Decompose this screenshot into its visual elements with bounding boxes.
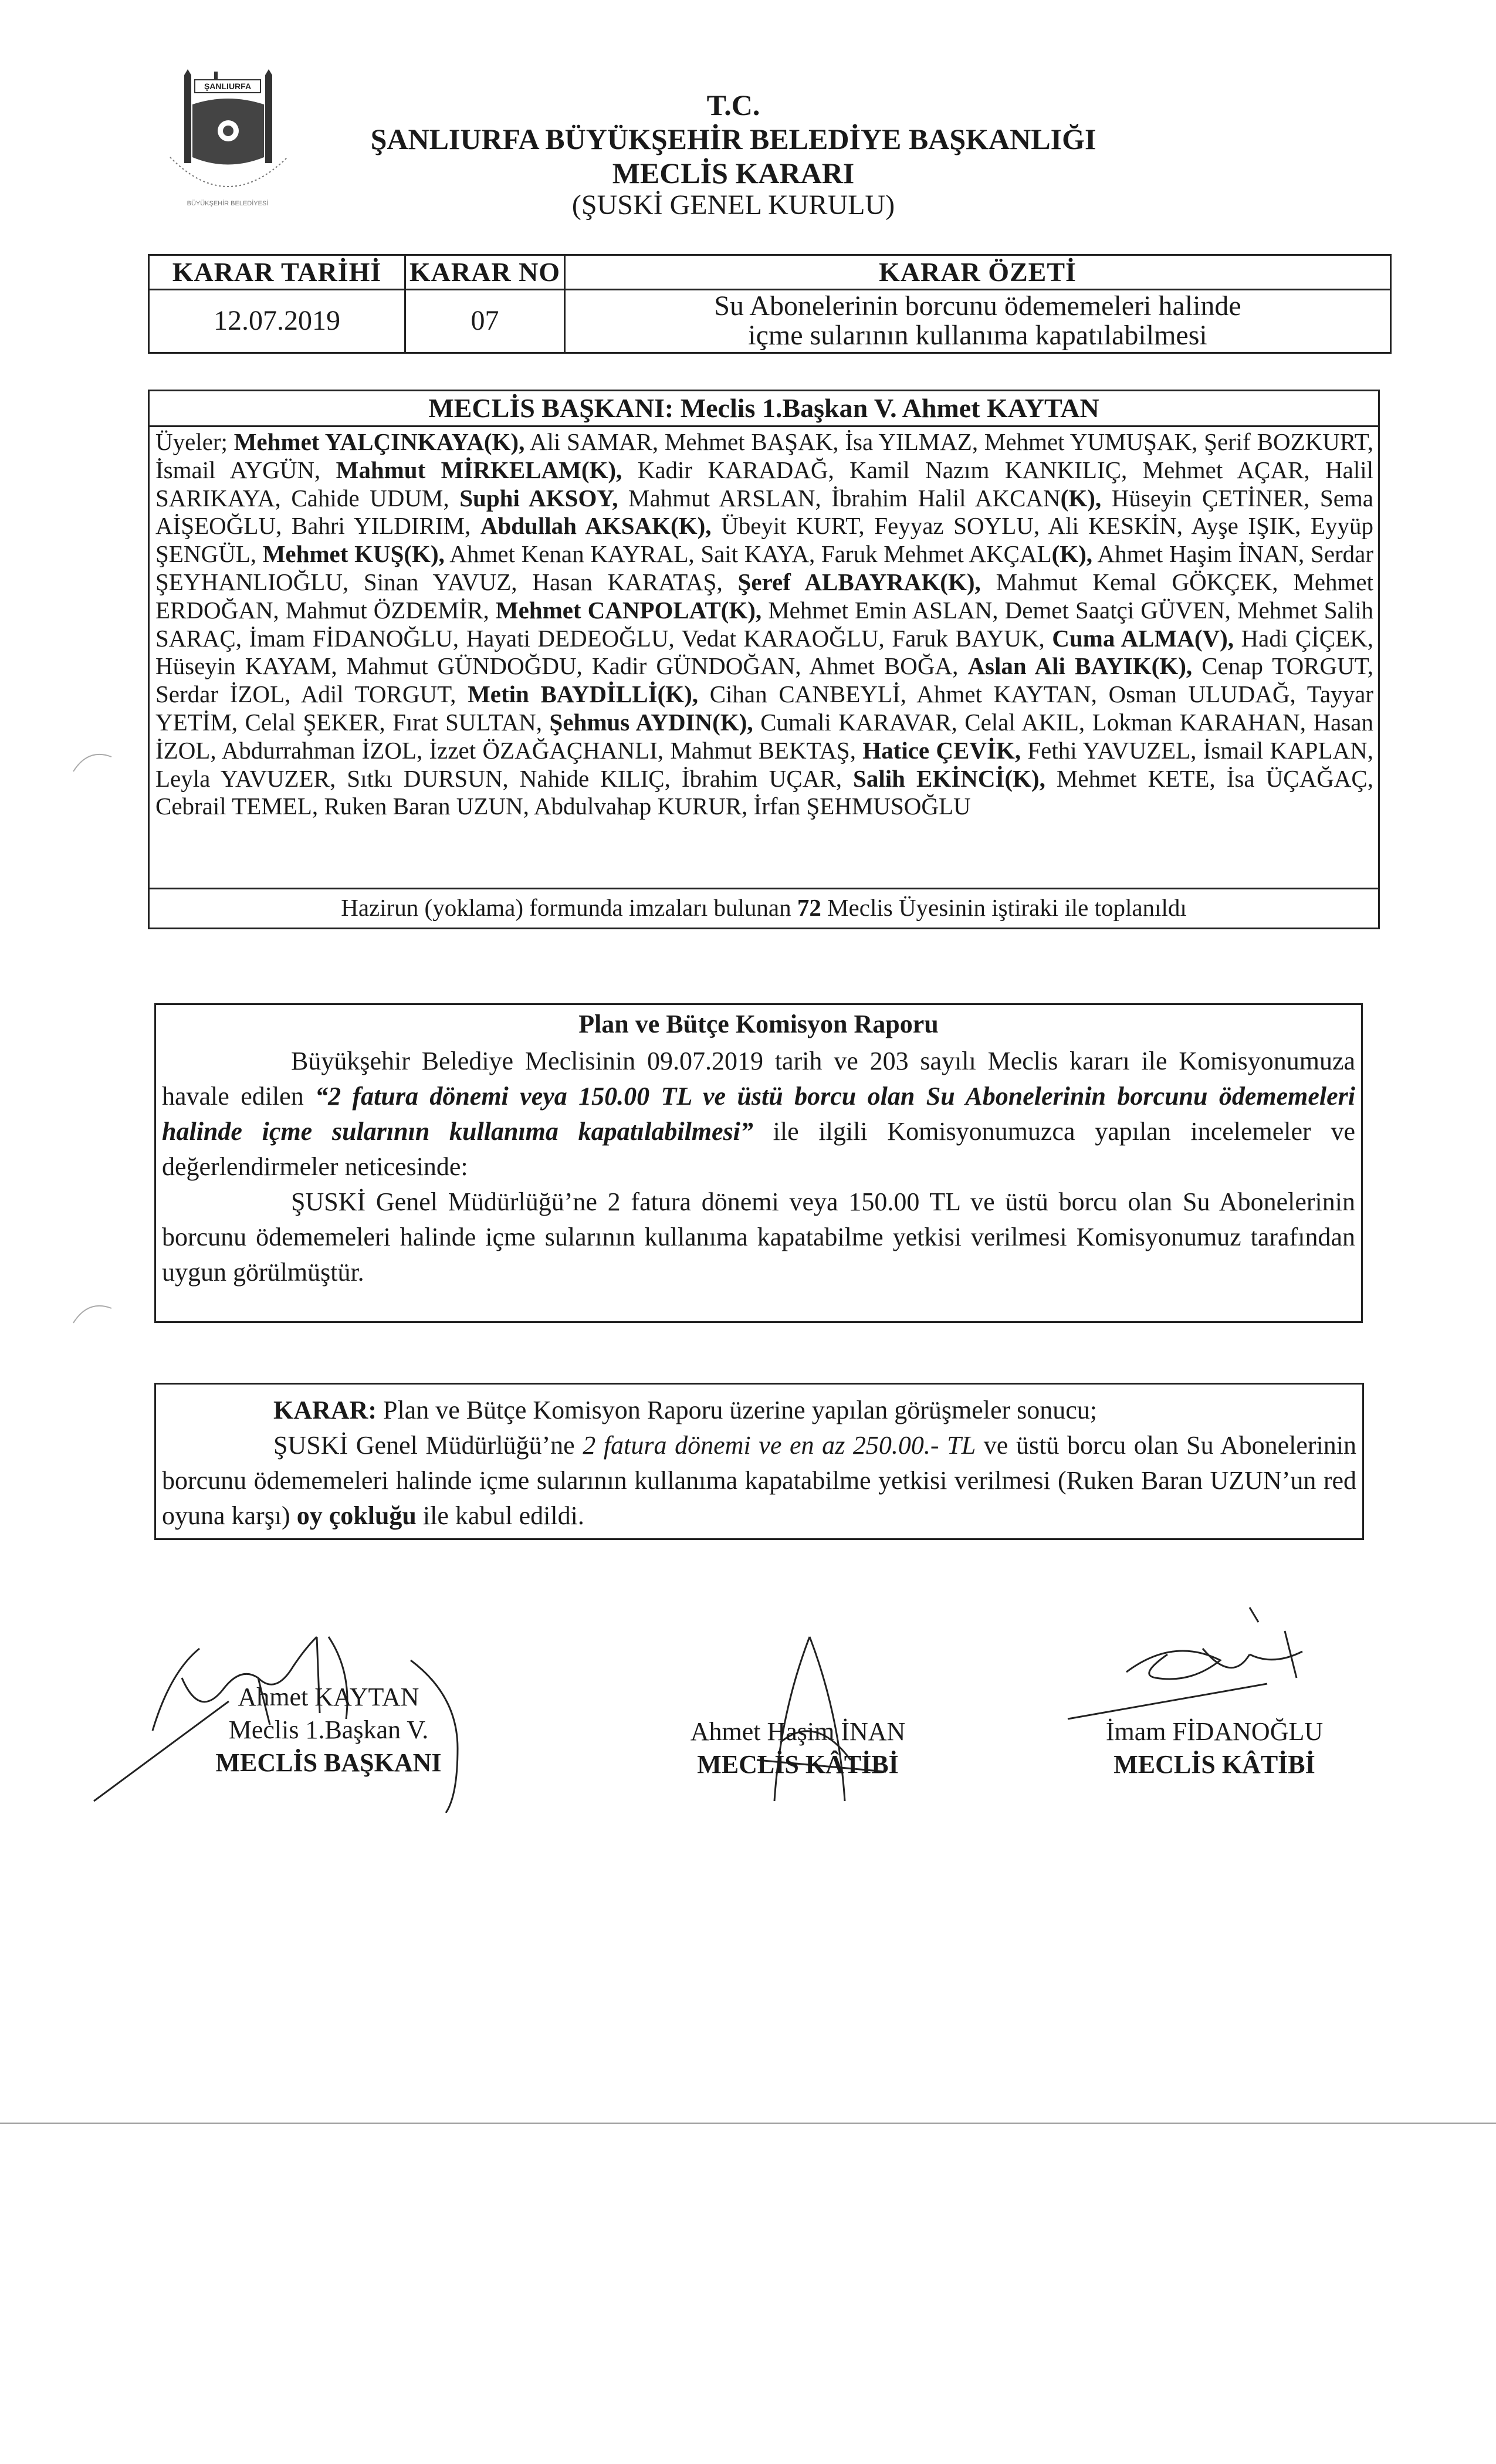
member-run: Cenap TORGUT, Serdar İZOL, Adil TORGUT, — [155, 652, 1374, 708]
decision-label: KARAR: — [273, 1396, 377, 1424]
signature-block-clerk-2 — [1050, 1715, 1379, 1781]
member-run: Mahmut Kemal GÖKÇEK, Mehmet ERDOĞAN, Mahmut ÖZDEMİR, — [155, 568, 1374, 624]
member-run: Hatice ÇEVİK, — [862, 736, 1021, 764]
report-title: Plan ve Bütçe Komisyon Raporu — [578, 1010, 939, 1038]
municipality-seal-logo — [158, 69, 299, 216]
decision-summary — [566, 290, 1390, 352]
member-run: Übeyit KURT, Feyyaz SOYLU, Ali KESKİN, Ayşe IŞIK, Eyyüp ŞENGÜL, — [155, 512, 1373, 568]
seal-top-text: ŞANLIURFA — [204, 82, 252, 91]
members-list — [150, 427, 1378, 889]
member-run: Kadir KARADAĞ, Kamil Nazım KANKILIÇ, Mehmet AÇAR, Halil SARIKAYA, Cahide UDUM, — [155, 456, 1374, 512]
member-run: Mahmut MİRKELAM(K), — [336, 456, 622, 483]
decision-paragraph-2 — [162, 1428, 1356, 1534]
member-run: Mehmet Emin ASLAN, Demet Saatçi GÜVEN, Mehmet Salih SARAÇ, İmam FİDANOĞLU, Hayati DEDEOĞLU, Vedat KARAOĞLU, Faruk BAYUK, — [155, 596, 1374, 652]
signer-2-name: Ahmet Haşim İNAN — [690, 1717, 906, 1746]
signer-1-role: MECLİS BAŞKANI — [215, 1748, 442, 1777]
signer-1-title: Meclis 1.Başkan V. — [228, 1715, 429, 1744]
signature-block-president — [176, 1681, 481, 1779]
member-run: Metin BAYDİLLİ(K), — [468, 681, 698, 708]
margin-mark-2 — [70, 1291, 117, 1338]
member-run: Şeref ALBAYRAK(K), — [737, 568, 981, 595]
summary-header: KARAR ÖZETİ — [566, 256, 1390, 290]
member-run: Cihan CANBEYLİ, Ahmet KAYTAN, Osman ULUDAĞ, Tayyar YETİM, Celal ŞEKER, Fırat SULTAN, — [155, 681, 1373, 736]
member-run: Ahmet Kenan KAYRAL, Sait KAYA, Faruk Mehmet AKÇAL — [444, 540, 1052, 568]
quorum-statement — [150, 889, 1378, 926]
decision-date: 12.07.2019 — [214, 305, 340, 336]
report-p1-a: Büyükşehir Belediye Meclisinin 09.07.2019 tarih ve 203 sayılı Meclis kararı ile Komisyonumuza havale edilen — [162, 1047, 1355, 1111]
member-run: Ali SAMAR, Mehmet BAŞAK, İsa YILMAZ, Mehmet YUMUŞAK, Şerif BOZKURT, İsmail AYGÜN, — [155, 428, 1373, 483]
signer-2-role: MECLİS KÂTİBİ — [697, 1750, 899, 1779]
decision-p1: Plan ve Bütçe Komisyon Raporu üzerine yapılan görüşmeler sonucu; — [376, 1396, 1098, 1424]
member-run: Suphi AKSOY, — [459, 484, 618, 512]
member-run: Mehmet CANPOLAT(K), — [495, 596, 762, 624]
quorum-post: Meclis Üyesinin iştiraki ile toplanıldı — [821, 894, 1187, 921]
seal-ring-text: BÜYÜKŞEHİR BELEDİYESİ — [187, 200, 269, 207]
signature-block-clerk-1 — [645, 1715, 950, 1781]
member-run: Üyeler; — [155, 428, 234, 455]
member-run: Salih EKİNCİ(K), — [853, 764, 1045, 792]
member-run: Hüseyin ÇETİNER, Sema AİŞEOĞLU, Bahri YILDIRIM, — [155, 484, 1373, 540]
commission-report-box — [154, 1003, 1363, 1323]
member-run: Mehmet YALÇINKAYA(K), — [233, 428, 525, 455]
summary-line-1: Su Abonelerinin borcunu ödememeleri halinde — [714, 290, 1241, 321]
decision-paragraph-1 — [162, 1393, 1356, 1428]
council-members-table — [148, 390, 1380, 929]
council-president: MECLİS BAŞKANI: Meclis 1.Başkan V. Ahmet KAYTAN — [150, 391, 1378, 427]
report-p1-c: ile ilgili Komisyonumuzca yapılan incelemeler ve değerlendirmeler neticesinde: — [162, 1117, 1356, 1181]
decision-p2-e: ile kabul edildi. — [416, 1501, 584, 1530]
member-run: Hadi ÇİÇEK, Hüseyin KAYAM, Mahmut GÜNDOĞDU, Kadir GÜNDOĞAN, Ahmet BOĞA, — [155, 624, 1374, 680]
decision-number: 07 — [471, 305, 499, 336]
member-run: (K), — [1051, 540, 1093, 568]
member-run: Abdullah AKSAK(K), — [480, 512, 712, 540]
date-header: KARAR TARİHİ — [150, 256, 404, 290]
member-run: Şehmus AYDIN(K), — [549, 708, 753, 736]
member-run: Mehmet KETE, İsa ÜÇAĞAÇ, Cebrail TEMEL, Ruken Baran UZUN, Abdulvahap KURUR, İrfan ŞEHMUSOĞLU — [155, 764, 1374, 820]
member-run: Mehmet KUŞ(K), — [262, 540, 445, 568]
member-run: Cumali KARAVAR, Celal AKIL, Lokman KARAHAN, Hasan İZOL, Abdurrahman İZOL, İzzet ÖZAĞAÇHANLI, Mahmut BEKTAŞ, — [155, 708, 1373, 764]
member-run: Fethi YAVUZEL, İsmail KAPLAN, Leyla YAVUZER, Sıtkı DURSUN, Nahide KILIÇ, İbrahim UÇAR, — [155, 736, 1374, 792]
quorum-pre: Hazirun (yoklama) formunda imzaları bulunan — [341, 894, 797, 921]
quorum-count: 72 — [797, 894, 821, 921]
header-tc: T.C. — [706, 89, 760, 121]
date-column — [150, 256, 406, 352]
signer-3-name: İmam FİDANOĞLU — [1105, 1717, 1324, 1746]
number-column — [406, 256, 566, 352]
member-run: Cuma ALMA(V), — [1052, 624, 1234, 652]
member-run: Ahmet Haşim İNAN, Serdar ŞEYHANLIOĞLU, Sinan YAVUZ, Hasan KARATAŞ, — [155, 540, 1374, 595]
header-subtitle: (ŞUSKİ GENEL KURULU) — [571, 189, 895, 221]
decision-p2-c: ve üstü borcu olan Su Abonelerinin borcunu ödememeleri halinde içme sularının kullanıma kapatabilme yetkisi verilmesi (Ruken Baran UZUN’un red oyuna karşı) — [162, 1431, 1357, 1530]
member-run: Aslan Ali BAYIK(K), — [967, 652, 1193, 680]
header-doc-type: MECLİS KARARI — [612, 157, 855, 189]
summary-line-2: içme sularının kullanıma kapatılabilmesi — [748, 320, 1207, 351]
bottom-fold-line — [0, 2123, 1496, 2124]
number-header: KARAR NO — [406, 256, 564, 290]
report-paragraph-2: ŞUSKİ Genel Müdürlüğü’ne 2 fatura dönemi veya 150.00 TL ve üstü borcu olan Su Abonelerinin borcunu ödememeleri halinde içme sularının kullanıma kapatabilme yetkisi verilmesi Komisyonumuz tarafından uygun görülmüştür. — [162, 1187, 1355, 1287]
margin-mark-1 — [70, 739, 117, 786]
signer-1-name: Ahmet KAYTAN — [238, 1683, 419, 1711]
member-run: Mahmut ARSLAN, İbrahim Halil AKCAN — [618, 484, 1061, 512]
decision-p2-amount: 2 fatura dönemi ve en az 250.00.- TL — [583, 1431, 976, 1460]
report-p1-quote: “2 fatura dönemi veya 150.00 TL ve üstü borcu olan Su Abonelerinin borcunu ödememeleri halinde içme sularının kullanıma kapatılabilmesi” — [162, 1082, 1355, 1146]
decision-p2-majority: oy çokluğu — [296, 1501, 417, 1530]
decision-info-table — [148, 254, 1392, 354]
summary-column — [566, 256, 1390, 352]
decision-box — [154, 1383, 1364, 1540]
signer-3-role: MECLİS KÂTİBİ — [1113, 1750, 1315, 1779]
header-institution: ŞANLIURFA BÜYÜKŞEHİR BELEDİYE BAŞKANLIĞI — [370, 123, 1096, 155]
report-paragraph-1 — [156, 1044, 1361, 1184]
member-run: (K), — [1060, 484, 1102, 512]
decision-p2-a: ŞUSKİ Genel Müdürlüğü’ne — [273, 1431, 583, 1460]
